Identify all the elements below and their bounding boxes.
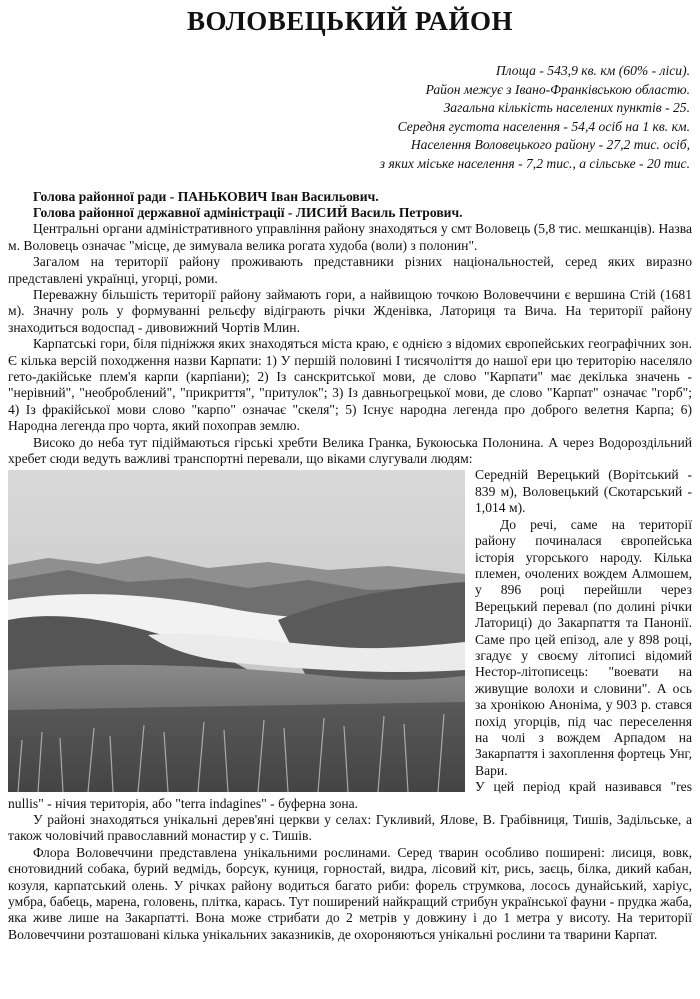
mountain-fog-image	[8, 470, 465, 792]
paragraph-hungarian-history: До речі, саме на території району починалася європейська історія угорського народу. Кілька племен, очолених вождем Алмошем, у 896 році перейшли через Верецький перевал (по долині річки Латориці) до Закарпаття та Панонії. Саме про цей епізод, але у 898 році, згадує у своєму літописі відомий Нестор-літописець: "воевати на живущие волохи и словини". А ось за хронікою Аноніма, у 903 р. стався похід угорців, під час переселення на чолі з вождем Арпадом на Закарпаття і захоплення фортець Унг, Вари.	[475, 516, 692, 778]
district-facts	[8, 62, 692, 174]
fact-borders: Район межує з Івано-Франківською областю.	[425, 81, 690, 97]
page-title: ВОЛОВЕЦЬКИЙ РАЙОН	[186, 6, 514, 36]
paragraph-ridges: Високо до неба тут підіймаються гірські хребти Велика Гранка, Букоюська Полонина. А через Водороздільний хребет сюди ведуть важливі транспортні перевали, що віками слугували людям:	[8, 434, 692, 467]
mountain-valley-photo	[8, 470, 465, 792]
paragraph-nationalities: Загалом на території району проживають представники різних національностей, серед яких виразно представлені українці, угорці, роми.	[8, 254, 692, 286]
fact-density: Середня густота населення - 54,4 осіб на 1 кв. км.	[397, 118, 690, 134]
article-body	[8, 189, 692, 944]
paragraph-res-nullis: У цей період край називався "res nullis" - нічия територія, або "terra indagines" - буферна зона.	[8, 779, 692, 811]
paragraph-center: Центральні органи адміністративного управління району знаходяться у смт Воловець (5,8 тис. мешканців). Назва м. Воловець означає "місце, де зимувала велика рогата худоба (воли) з полонин".	[8, 221, 692, 253]
council-head: Голова районної ради - ПАНЬКОВИЧ Іван Васильович.	[33, 188, 379, 204]
paragraph-passes: Середній Верецький (Ворітський - 839 м), Воловецький (Скотарський - 1,014 м).	[475, 467, 692, 516]
fact-urban-rural: з яких міське населення - 7,2 тис., а сільське - 20 тис.	[379, 155, 690, 171]
paragraph-relief: Переважну більшість території району займають гори, а найвищою точкою Воловеччини є вершина Стій (1681 м). Значну роль у формуванні рельєфу відіграють річки Жденівка, Латориця та Вича. На території району знаходиться водоспад - дивовижний Чортів Млин.	[8, 287, 692, 335]
fact-settlements: Загальна кількість населених пунктів - 25.	[443, 100, 690, 116]
paragraph-flora-fauna: Флора Воловеччини представлена унікальними рослинами. Серед тварин особливо поширені: лисиця, вовк, єнотовидний собака, бурий ведмідь, борсук, куниця, горностай, видра, лісовий кіт, рись, заєць, білка, дикий кабан, козуля, карпатський олень. У річках району водиться багато риби: форель струмкова, лосось дунайський, харіус, умбра, бабець, марена, головень, плітка, карась. Тут поширений найкращий стрибун української фауни - прудка жаба, яка живе лише на Закарпатті. Вона може стрибати до 2 метрів у довжину і до 1 метра у висоту. На території Воловеччини розташовані кілька унікальних заказників, де охороняються унікальні рослини та тварини Карпат.	[8, 844, 692, 942]
paragraph-churches: У районі знаходяться унікальні дерев'яні церкви у селах: Гукливий, Ялове, В. Грабівниця, Тишів, Задільське, а також чоловічий православний монастир у с. Тишів.	[8, 812, 692, 844]
fact-area: Площа - 543,9 кв. км (60% - ліси).	[495, 63, 690, 78]
paragraph-carpathians-name: Карпатські гори, біля підніжжя яких знаходяться міста краю, є однією з відомих європейських географічних зон. Є кілька версій походження назви Карпати: 1) У першій половині I тисячоліття до нашої ери цю територію населяло гето-дакійське плем'я карпи (карпіани); 2) Із санскритської мови, де слово "Карпати" має декілька значень - "нерівний", "необроблений", "прикриття", "притулок"; 3) Із давньогрецької мови, де слово "Карпат" означає "горб"; 4) Із фракійської мови слово "карпо" означає "скеля"; 5) Існує народна легенда про доброго велетня Карпа; 6) Народна легенда про чорта, який похоправ землю.	[8, 336, 692, 434]
fact-population: Населення Воловецького району - 27,2 тис. осіб,	[410, 137, 690, 153]
admin-head: Голова районної державної адміністрації - ЛИСИЙ Василь Петрович.	[33, 204, 463, 220]
